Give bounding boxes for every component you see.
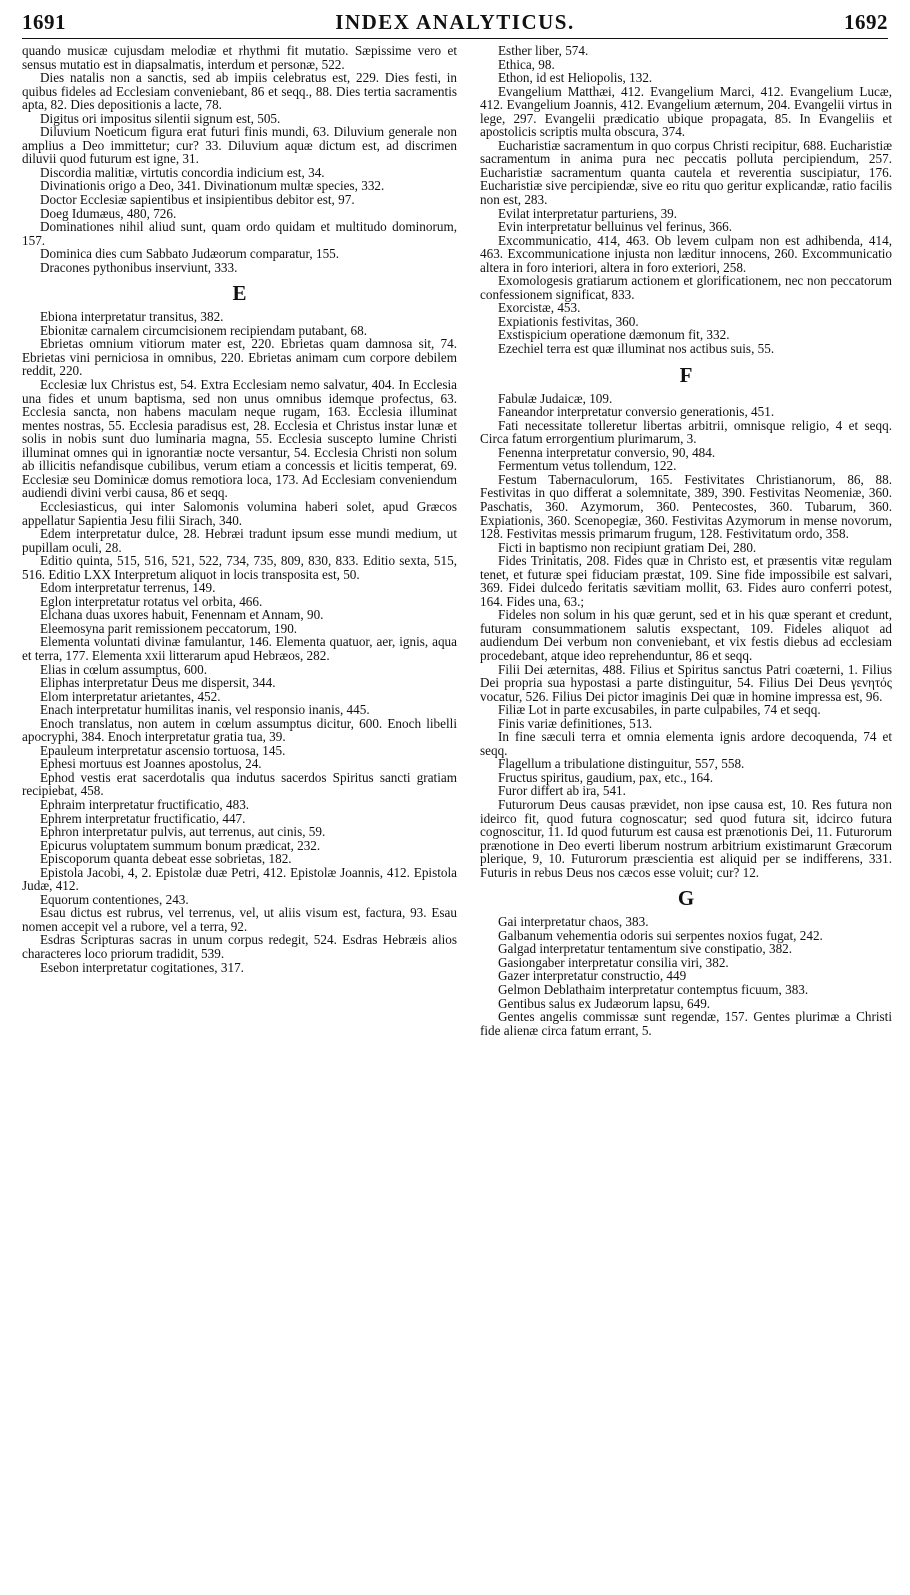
index-entry: Elom interpretatur arietantes, 452. [40, 688, 221, 704]
index-entry: Ethica, 98. [498, 56, 555, 72]
index-entry: Epauleum interpretatur ascensio tortuosa, 145. [40, 742, 286, 758]
index-entry: Fideles non solum in his quæ gerunt, sed et in his quæ sperant et credunt, futuram consummationem salutis exspectant, 109. Fideles aliquot ad audiendum Dei verbum non conveniebant, et vix festis diebus ad ecclesiam procedebant, atque ideo reprehenduntur, 86 et seqq. [480, 607, 892, 663]
index-entry: Fabulæ Judaicæ, 109. [498, 390, 613, 406]
index-entry: Esdras Scripturas sacras in unum corpus redegit, 524. Esdras Hebræis alios characteres loco priorum tradidit, 539. [22, 932, 457, 961]
index-entry: Dies natalis non a sanctis, sed ab impiis celebratus est, 229. Dies festi, in quibus fideles ad Ecclesiam conveniebant, 86 et seqq., 88. Dies tertia sacramentis apta, 82. Dies depositionis a lacte, 78. [22, 70, 457, 113]
index-entry: Fenenna interpretatur conversio, 90, 484. [498, 444, 716, 460]
index-entry: Finis variæ definitiones, 513. [498, 715, 653, 731]
index-entry: Eglon interpretatur rotatus vel orbita, 466. [40, 593, 263, 609]
page-header [22, 8, 888, 39]
index-entry: Ecclesiasticus, qui inter Salomonis volumina haberi solet, apud Græcos appellatur Sapientia Jesu filii Sirach, 340. [22, 498, 457, 528]
index-entry: Ecclesiæ lux Christus est, 54. Extra Ecclesiam nemo salvatur, 404. In Ecclesia una fides et unum baptisma, sed non unus omnibus idemque profectus, 63. Ecclesia sancta, non habens maculam neque rugam, 163. Ecclesia illuminat mentes nostras, 55. Ecclesia paradisus est, 28. Ecclesia et Christus instar lunæ et solis in nobis sunt duo luminaria magna, 55. Ecclesia suscepto lumine Christi illuminat omnes qui in ignorantiæ nocte versantur, 54. Ecclesia Christi non solum ab illicitis nefandisque cubilibus, verum etiam a concessis et licitis temperat, 69. Ecclesiæ seu Dominicæ domus remotiora loca, 173. Ad Ecclesiam conveniendum audiendi divini verbi causa, 86 et seqq. [22, 377, 457, 501]
index-entry: Evangelium Matthæi, 412. Evangelium Marci, 412. Evangelium Lucæ, 412. Evangelium Joannis, 412. Evangelium æternum, 204. Evangelii virtus in lege, 297. Evangelii prædicatio ubique propagata, 85. In Evangeliis et apostolicis scriptis multa obscura, 374. [480, 83, 892, 140]
index-entry: Doctor Ecclesiæ sapientibus et insipientibus debitor est, 97. [40, 192, 355, 208]
section-letter: E [232, 281, 247, 306]
index-entry: Evin interpretatur belluinus vel ferinus, 366. [498, 219, 733, 235]
left-page-number: 1691 [22, 10, 66, 34]
index-entry: Ephraim interpretatur fructificatio, 483. [40, 796, 250, 812]
index-entry: Fides Trinitatis, 208. Fides quæ in Christo est, et præsentis vitæ regulam tenet, et futuræ spei fiduciam præstat, 109. Sine fide impossibile est salvari, 369. Fidei dulcedo feritatis sævitiam mollit, 63. Fides auro conferri potest, 164. Fides una, 63.; [480, 553, 892, 609]
index-entry: Gentes angelis commissæ sunt regendæ, 157. Gentes plurimæ a Christi fide alienæ circa fatum errant, 5. [480, 1009, 892, 1038]
index-entry: Gazer interpretatur constructio, 449 [498, 968, 687, 984]
index-entry: Fermentum vetus tollendum, 122. [498, 458, 677, 474]
index-entry: Ethon, id est Heliopolis, 132. [498, 70, 653, 86]
index-entry: Esau dictus est rubrus, vel terrenus, vel, ut aliis visum est, factura, 93. Esau nomen accepit vel a rubore, vel a terra, 92. [22, 905, 457, 934]
index-entry: Faneandor interpretatur conversio generationis, 451. [498, 404, 775, 420]
index-entry: Equorum contentiones, 243. [40, 891, 189, 907]
index-entry: Expiationis festivitas, 360. [498, 313, 639, 329]
index-entry: Fati necessitate tolleretur libertas arbitrii, omnisque religio, 4 et seqq. Circa fatum errorgentium plurimarum, 3. [480, 417, 892, 447]
index-entry: Filiæ Lot in parte excusabiles, in parte culpabiles, 74 et seqq. [498, 702, 821, 718]
index-entry: Festum Tabernaculorum, 165. Festivitates Christianorum, 86, 88. Festivitas in quo differat a solemnitate, 389, 390. Festivitas Neomeniæ, 360. Paschatis, 360. Azymorum, 360. Pentecostes, 360. Tubarum, 360. Expiationis, 360. Scenopegiæ, 360. Festivitas Azymorum in mense novorum, 128. Festivitas messis primarum frugum, 128. Festivitatum ordo, 358. [480, 471, 892, 542]
index-entry: Elchana duas uxores habuit, Fenennam et Annam, 90. [40, 607, 324, 623]
index-entry: Divinationis origo a Deo, 341. Divinationum multæ species, 332. [40, 178, 385, 194]
index-entry: Elias in cœlum assumptus, 600. [40, 661, 208, 677]
index-entry: Epistola Jacobi, 4, 2. Epistolæ duæ Petri, 412. Epistolæ Joannis, 412. Epistola Judæ, 412. [22, 864, 457, 894]
index-entry: In fine sæculi terra et omnia elementa ignis ardore decoquenda, 74 et seqq. [480, 729, 892, 758]
index-entry: Episcoporum quanta debeat esse sobrietas, 182. [40, 851, 292, 867]
index-entry: Eliphas interpretatur Deus me dispersit, 344. [40, 675, 276, 691]
section-letter: F [679, 362, 693, 387]
left-column [22, 44, 457, 974]
index-entry: Editio quinta, 515, 516, 521, 522, 734, 735, 809, 830, 833. Editio sexta, 515, 516. Editio LXX Interpretum aliquot in locis transposita est, 50. [22, 553, 457, 582]
index-entry: Digitus ori impositus silentii signum est, 505. [40, 110, 281, 126]
index-entry: Ficti in baptismo non recipiunt gratiam Dei, 280. [498, 539, 757, 555]
index-entry: Diluvium Noeticum figura erat futuri finis mundi, 63. Diluvium generale non amplius a Deo immittetur; cur? 33. Diluvium aquæ dictum est, ad discrimen diluvii quod futurum est igne, 31. [22, 124, 457, 167]
index-entry: Epicurus voluptatem summum bonum prædicat, 232. [40, 837, 321, 853]
right-page-number: 1692 [844, 10, 888, 34]
index-entry: Furor differt ab ira, 541. [498, 783, 626, 799]
index-entry: Ezechiel terra est quæ illuminat nos actibus suis, 55. [498, 341, 775, 357]
index-entry: Ephesi mortuus est Joannes apostolus, 24. [40, 756, 262, 772]
index-entry: Esebon interpretatur cogitationes, 317. [40, 959, 244, 975]
index-entry: Futurorum Deus causas prævidet, non ipse causa est, 10. Res futura non ideirco fit, quod futura cognoscatur; sed quod futura sit, idcirco futura cognoscitur, 11. Id quod futurum est causa est prænotionis Dei, 11. Futurorum prænotione in Deo everti liberum nostrum arbitrium existimarunt Græcorum plerique, 9, 10. Futurorum præscientia est aliquid per se indifferens, 331. Futuris in rebus Deus nos cæcos esse voluit; cur? 12. [480, 796, 893, 880]
index-entry: Gentibus salus ex Judæorum lapsu, 649. [498, 995, 711, 1011]
index-entry: Ebrietas omnium vitiorum mater est, 220. Ebrietas quam damnosa sit, 74. Ebrietas vini perniciosa in omnibus, 220. Ebrietas animam cum corpore debilem reddit, 220. [22, 336, 457, 379]
index-entry: Eucharistiæ sacramentum in quo corpus Christi recipitur, 688. Eucharistiæ sacramentum in anima pura nec peccatis polluta percipiendum, 257. Eucharistiæ sacramentum quanta cautela et reverentia suscipiatur, 176. Eucharistiæ sive percipiendæ, sive eo ritu quo geritur explicandæ, ratio facilis non est, 283. [480, 137, 892, 208]
index-entry: Exomologesis gratiarum actionem et glorificationem, nec non peccatorum confessionem significat, 833. [480, 273, 892, 302]
index-entry: Elementa voluntati divinæ famulantur, 146. Elementa quatuor, aer, ignis, aqua et terra, 177. Elementa xxii litterarum apud Hebræos, 282. [22, 634, 457, 663]
index-entry: Exorcistæ, 453. [498, 300, 581, 316]
index-entry: Gai interpretatur chaos, 383. [498, 914, 649, 930]
index-entry: Dominationes nihil aliud sunt, quam ordo quidam et multitudo dominorum, 157. [22, 219, 457, 248]
index-entry: Discordia malitiæ, virtutis concordia indicium est, 34. [40, 164, 325, 180]
section-letter: G [677, 886, 695, 911]
index-entry: quando musicæ cujusdam melodiæ et rhythmi fit mutatio. Sæpissime vero et sensus mutatio est in diapsalmatis, interdum et personæ, 522. [22, 43, 457, 72]
index-entry: Ebiona interpretatur transitus, 382. [40, 309, 224, 325]
index-entry: Esther liber, 574. [498, 43, 589, 58]
right-column [480, 44, 892, 1037]
index-entry: Gelmon Deblathaim interpretatur contemptus ficuum, 383. [498, 982, 809, 997]
index-entry: Galbanum vehementia odoris sui serpentes noxios fugat, 242. [498, 927, 823, 943]
index-entry: Enach interpretatur humilitas inanis, vel responsio inanis, 445. [40, 702, 370, 718]
index-entry: Enoch translatus, non autem in cœlum assumptus dicitur, 600. Enoch libelli apocryphi, 384. Enoch interpretatur gratia tua, 39. [22, 715, 457, 745]
index-entry: Filii Dei æternitas, 488. Filius et Spiritus sanctus Patri coæterni, 1. Filius Dei propria sua hypostasi a parte distinguitur, 54. Filius Dei Deus γενητός vocatur, 526. Filius Dei pictor imaginis Dei quæ in homine impressa est, 96. [480, 661, 892, 704]
running-title: INDEX ANALYTICUS. [335, 10, 575, 34]
index-entry: Galgad interpretatur tentamentum sive constipatio, 382. [498, 941, 793, 957]
index-entry: Ebionitæ carnalem circumcisionem recipiendam putabant, 68. [40, 322, 368, 338]
index-entry: Ephron interpretatur pulvis, aut terrenus, aut cinis, 59. [40, 824, 326, 840]
index-entry: Fructus spiritus, gaudium, pax, etc., 164. [498, 769, 714, 785]
index-entry: Exstispicium operatione dæmonum fit, 332. [498, 327, 730, 343]
index-entry: Gasiongaber interpretatur consilia viri, 382. [498, 954, 729, 970]
index-entry: Edem interpretatur dulce, 28. Hebræi tradunt ipsum esse mundi medium, ut pupillam oculi, 28. [22, 526, 457, 555]
index-entry: Eleemosyna parit remissionem peccatorum, 190. [40, 620, 298, 636]
index-entry: Ephrem interpretatur fructificatio, 447. [40, 810, 246, 826]
index-entry: Evilat interpretatur parturiens, 39. [498, 205, 678, 221]
index-entry: Dracones pythonibus inserviunt, 333. [40, 259, 238, 275]
index-entry: Doeg Idumæus, 480, 726. [40, 205, 177, 221]
index-entry: Flagellum a tribulatione distinguitur, 557, 558. [498, 756, 745, 772]
index-entry: Edom interpretatur terrenus, 149. [40, 580, 216, 596]
index-entry: Dominica dies cum Sabbato Judæorum comparatur, 155. [40, 246, 340, 262]
index-entry: Ephod vestis erat sacerdotalis qua indutus sacerdos Spiritus sancti gratiam recipiebat, 458. [22, 769, 457, 799]
index-entry: Excommunicatio, 414, 463. Ob levem culpam non est adhibenda, 414, 463. Excommunicatione injusta non læditur innocens, 260. Excommunicatio altera in foro interiori, altera in foro exteriori, 258. [480, 232, 892, 275]
